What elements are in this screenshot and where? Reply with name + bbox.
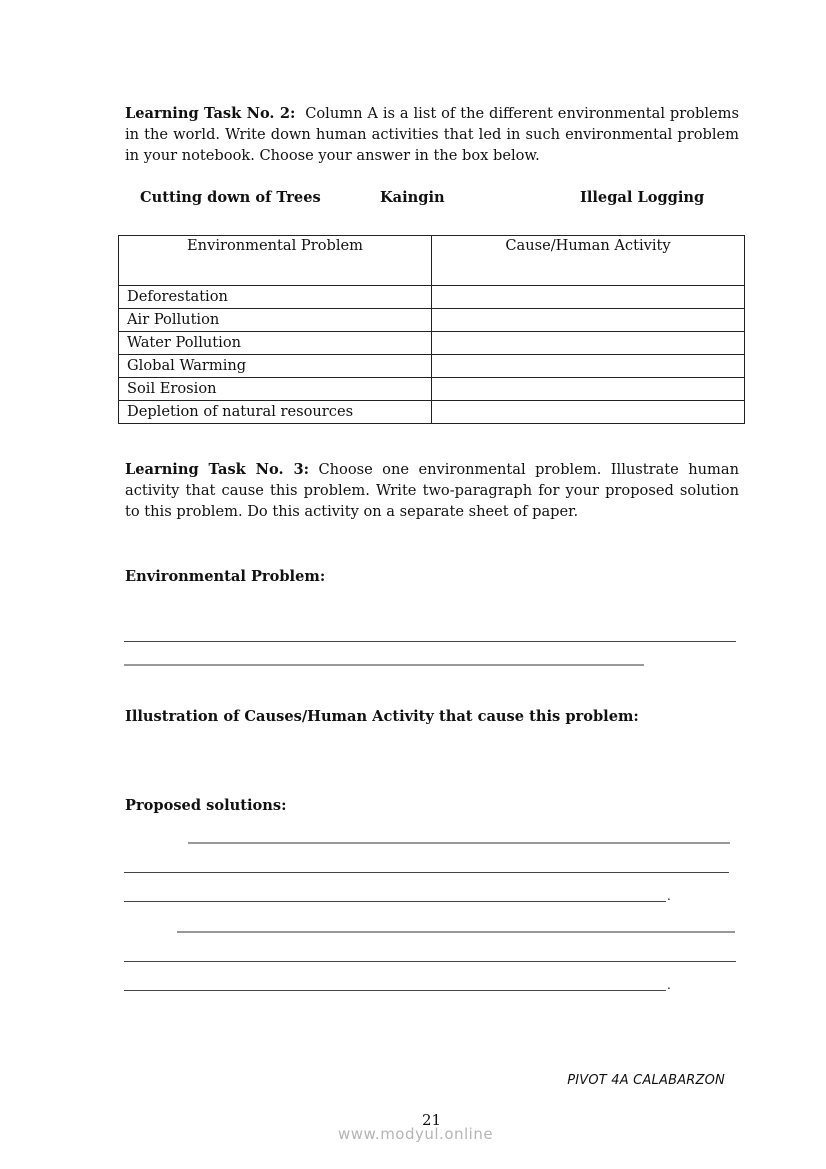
choice-3: Illegal Logging [580,189,705,206]
table-row [119,401,745,424]
cause-cell[interactable] [432,332,745,355]
watermark: www.modyul.online [338,1125,494,1143]
problem-cell: Global Warming [119,355,432,378]
task3-text: Choose one environmental problem. Illustrate human activity that cause this problem. Write two-paragraph for your proposed solution to this problem. Do this activity on a separate sheet of paper. [125,461,739,520]
answer-line[interactable] [177,931,735,933]
answer-line[interactable] [124,901,666,902]
period: . [667,889,671,903]
answer-line[interactable] [124,641,736,642]
table-row [119,332,745,355]
answer-line[interactable] [124,664,644,666]
header-environmental-problem: Environmental Problem [119,236,432,286]
cause-cell[interactable] [432,378,745,401]
cause-cell[interactable] [432,309,745,332]
task3-heading: Learning Task No. 3: [125,461,310,478]
environmental-problem-label: Environmental Problem: [125,568,326,585]
choice-2: Kaingin [380,189,445,206]
page-number: 21 [422,1111,442,1129]
table-row [119,309,745,332]
illustration-label: Illustration of Causes/Human Activity that cause this problem: [125,708,639,725]
cause-cell[interactable] [432,401,745,424]
problem-cell: Depletion of natural resources [119,401,432,424]
proposed-solutions-label: Proposed solutions: [125,797,287,814]
problem-cell: Water Pollution [119,332,432,355]
answer-line[interactable] [124,990,666,991]
task2-instructions [125,103,739,166]
table-row [119,355,745,378]
answer-line[interactable] [188,842,730,844]
choice-1: Cutting down of Trees [140,189,321,206]
task2-heading: Learning Task No. 2: [125,105,296,122]
task3-instructions [125,459,739,522]
header-cause: Cause/Human Activity [432,236,745,286]
table-row [119,378,745,401]
answer-line[interactable] [124,961,736,962]
cause-cell[interactable] [432,286,745,309]
problem-cell: Soil Erosion [119,378,432,401]
table-row [119,286,745,309]
table-header-row [119,236,745,286]
problems-table [118,235,745,424]
problem-cell: Deforestation [119,286,432,309]
problem-cell: Air Pollution [119,309,432,332]
task2-text: Column A is a list of the different environmental problems in the world. Write down human activities that led in such environmental problem in your notebook. Choose your answer in the box below. [125,105,740,164]
answer-line[interactable] [124,872,729,873]
footer-brand: PIVOT 4A CALABARZON [567,1073,725,1088]
period: . [667,978,671,992]
cause-cell[interactable] [432,355,745,378]
